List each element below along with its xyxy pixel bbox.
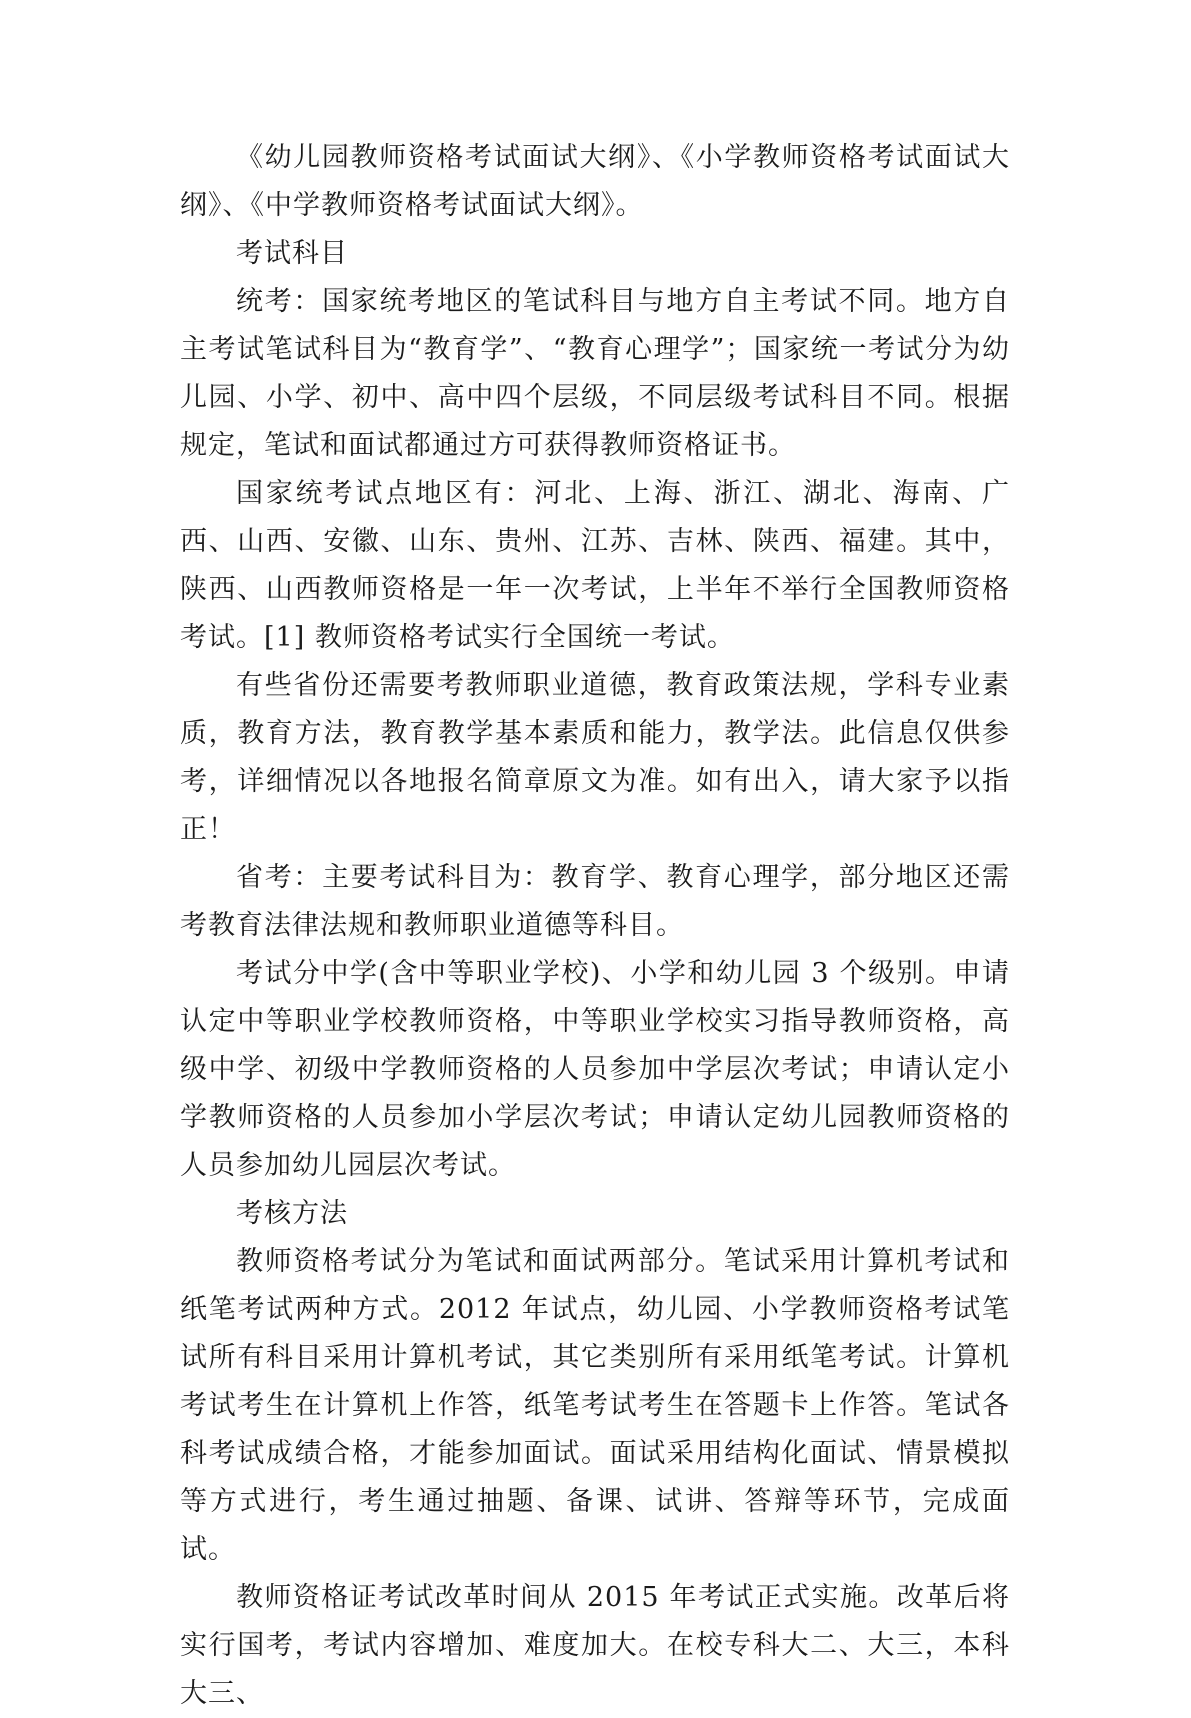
- paragraph-pilot-regions: 国家统考试点地区有：河北、上海、浙江、湖北、海南、广西、山西、安徽、山东、贵州、江苏、吉林、陕西、福建。其中，陕西、山西教师资格是一年一次考试，上半年不举行全国教师资格考试。[1] 教师资格考试实行全国统一考试。: [180, 478, 1010, 653]
- paragraph-unified-exam: 统考：国家统考地区的笔试科目与地方自主考试不同。地方自主考试笔试科目为“教育学”、“教育心理学”；国家统一考试分为幼儿园、小学、初中、高中四个层级，不同层级考试科目不同。根据规定，笔试和面试都通过方可获得教师资格证书。: [180, 286, 1010, 461]
- section-heading-subjects: 考试科目: [236, 238, 348, 269]
- paragraph-exam-levels: 考试分中学(含中等职业学校)、小学和幼儿园 3 个级别。申请认定中等职业学校教师资格，中等职业学校实习指导教师资格，高级中学、初级中学教师资格的人员参加中学层次考试；申请认定小学教师资格的人员参加小学层次考试；申请认定幼儿园教师资格的人员参加幼儿园层次考试。: [180, 958, 1010, 1181]
- paragraph-reform: 教师资格证考试改革时间从 2015 年考试正式实施。改革后将实行国考，考试内容增加、难度加大。在校专科大二、大三，本科大三、: [180, 1582, 1010, 1709]
- paragraph-exam-format: 教师资格考试分为笔试和面试两部分。笔试采用计算机考试和纸笔考试两种方式。2012 年试点，幼儿园、小学教师资格考试笔试所有科目采用计算机考试，其它类别所有采用纸笔考试。计算机考试考生在计算机上作答，纸笔考试考生在答题卡上作答。笔试各科考试成绩合格，才能参加面试。面试采用结构化面试、情景模拟等方式进行，考生通过抽题、备课、试讲、答辩等环节，完成面试。: [180, 1246, 1010, 1565]
- paragraph-provincial-exam: 省考：主要考试科目为：教育学、教育心理学，部分地区还需考教育法律法规和教师职业道德等科目。: [180, 862, 1010, 941]
- paragraph-extra-subjects: 有些省份还需要考教师职业道德，教育政策法规，学科专业素质，教育方法，教育教学基本素质和能力，教学法。此信息仅供参考，详细情况以各地报名简章原文为准。如有出入，请大家予以指正！: [180, 670, 1010, 845]
- document-body: [180, 134, 1010, 1718]
- paragraph-syllabus: 《幼儿园教师资格考试面试大纲》、《小学教师资格考试面试大纲》、《中学教师资格考试面试大纲》。: [180, 142, 1010, 221]
- section-heading-methods: 考核方法: [236, 1198, 348, 1229]
